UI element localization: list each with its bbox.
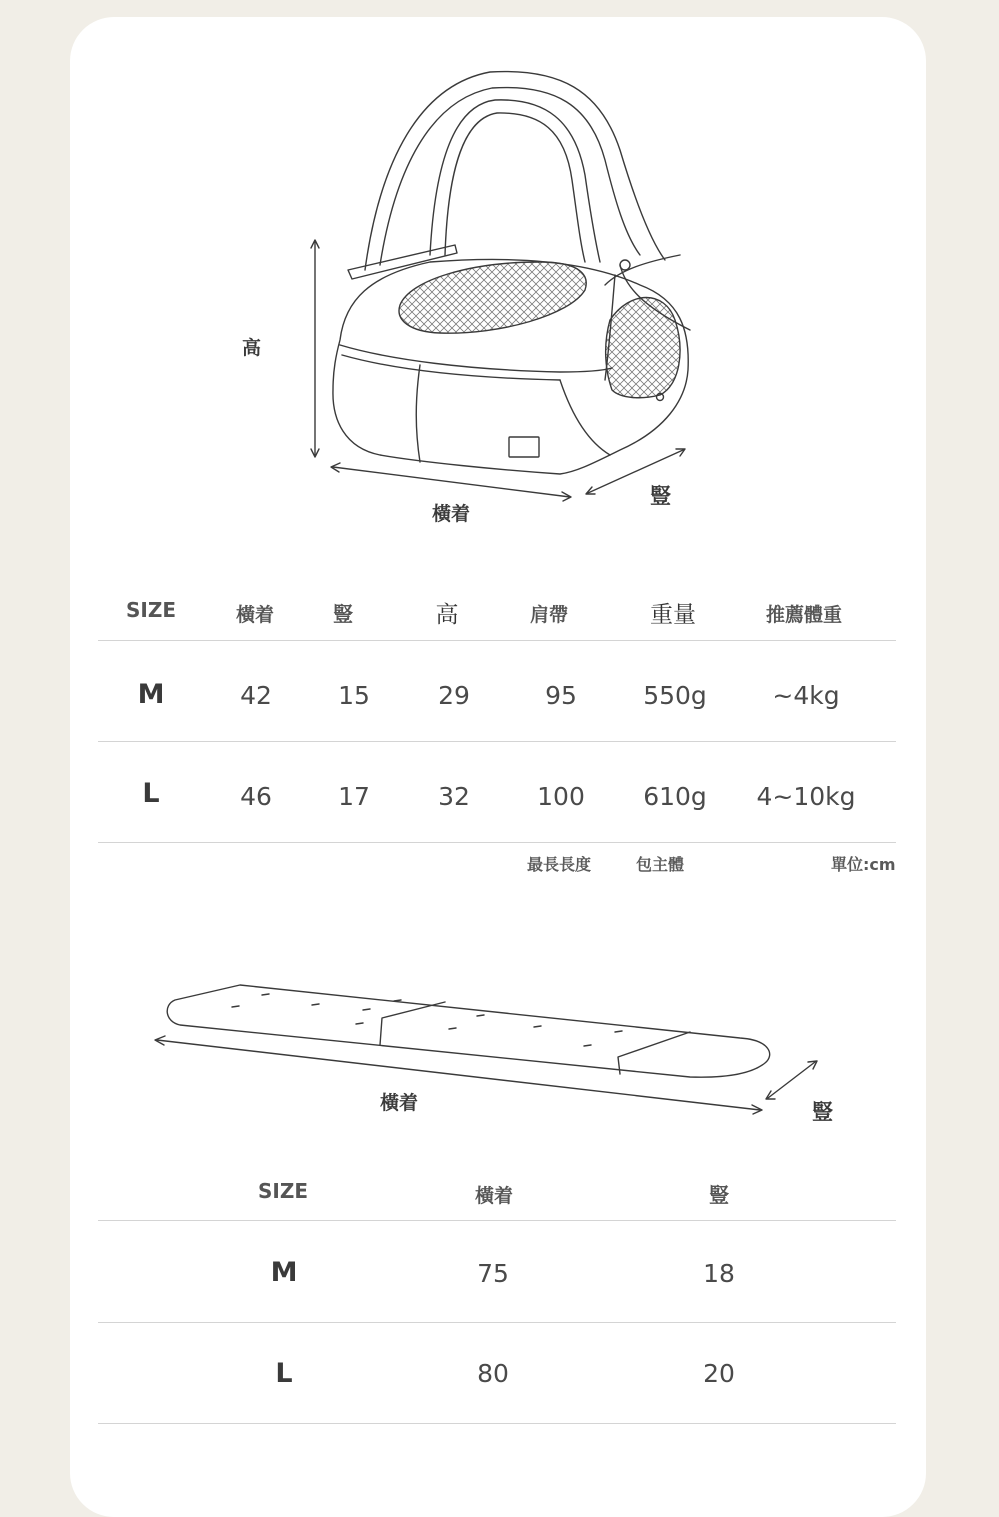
header-size: SIZE: [125, 598, 177, 622]
size-m: M: [137, 679, 165, 710]
header-weight: 重量: [650, 602, 696, 628]
cell-recommended-weight: ~4kg: [772, 681, 840, 710]
cell-strap: 100: [537, 782, 585, 811]
cell-depth: 15: [338, 681, 370, 710]
depth-label: 豎: [650, 484, 671, 508]
cell-width: 46: [240, 782, 272, 811]
size-l: L: [275, 1358, 293, 1389]
cell-weight: 550g: [643, 681, 707, 710]
cell-depth: 17: [338, 782, 370, 811]
table2-rule-bottom: [98, 1423, 896, 1424]
mat-depth-label: 豎: [812, 1100, 833, 1124]
header-width: 橫着: [474, 1185, 514, 1207]
header-strap: 肩帶: [529, 604, 569, 626]
cell-height: 32: [438, 782, 470, 811]
unit-note: 單位:cm: [831, 855, 896, 874]
weight-note: 包主體: [636, 855, 685, 874]
cell-depth: 18: [703, 1259, 735, 1288]
cell-width: 80: [477, 1359, 509, 1388]
table2-rule-mid: [98, 1322, 896, 1323]
header-width: 橫着: [235, 604, 275, 626]
cell-depth: 20: [703, 1359, 735, 1388]
header-recommended-weight: 推薦體重: [765, 604, 843, 626]
mat-width-label: 橫着: [380, 1092, 419, 1114]
width-label: 橫着: [432, 503, 471, 525]
header-size: SIZE: [257, 1179, 309, 1203]
cell-height: 29: [438, 681, 470, 710]
size-m: M: [270, 1257, 298, 1288]
cell-width: 42: [240, 681, 272, 710]
cell-recommended-weight: 4~10kg: [756, 782, 856, 811]
header-depth: 豎: [709, 1183, 729, 1207]
size-l: L: [142, 778, 160, 809]
header-height: 高: [435, 602, 459, 628]
cell-width: 75: [477, 1259, 509, 1288]
table2-rule-top: [98, 1220, 896, 1221]
strap-note: 最長長度: [527, 855, 592, 874]
height-label: 高: [242, 337, 262, 359]
cell-weight: 610g: [643, 782, 707, 811]
cell-strap: 95: [545, 681, 577, 710]
header-depth: 豎: [333, 602, 353, 626]
